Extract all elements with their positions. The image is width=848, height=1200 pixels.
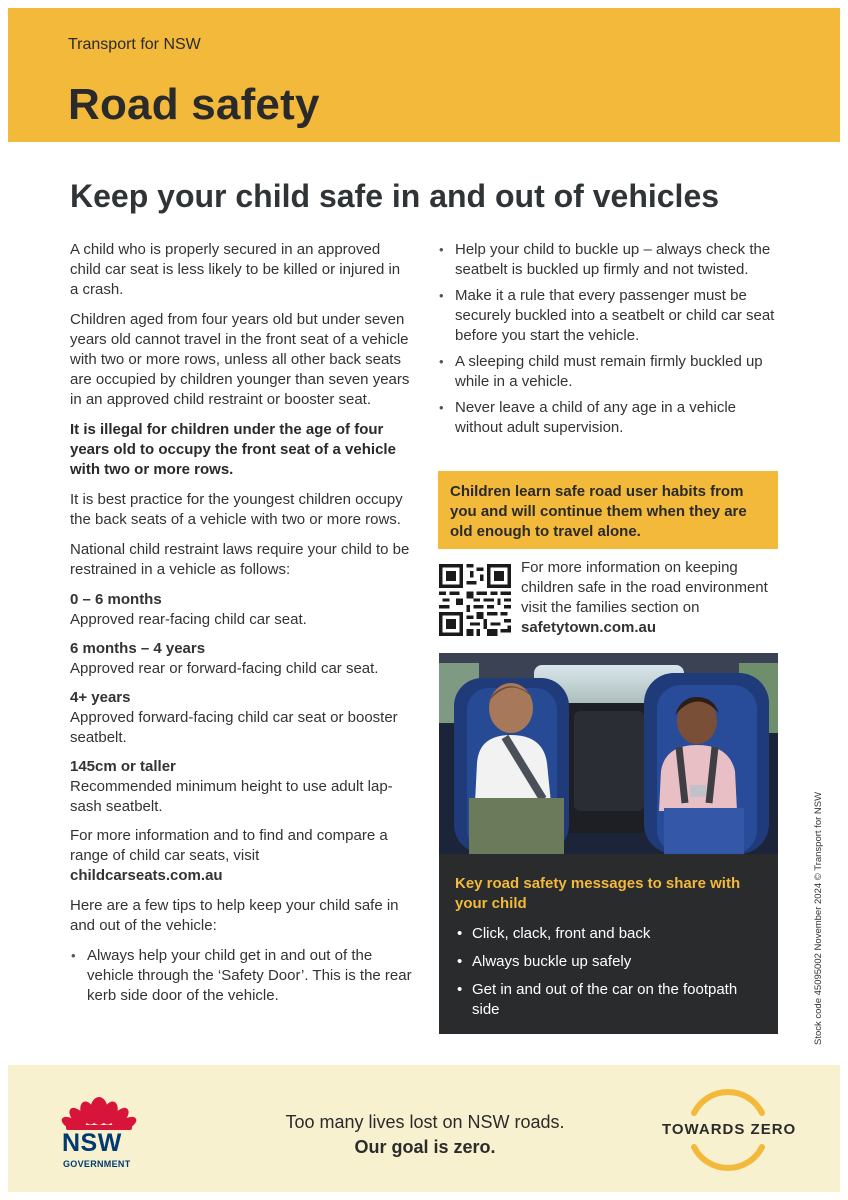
list-item: • Get in and out of the car on the footpath side bbox=[455, 980, 762, 1020]
front-seat-paragraph: Children aged from four years old but under seven years old cannot travel in the front seat of a vehicle with two or more rows, unless all other back seats are occupied by children younger than seven years in an approved child restraint or booster seat. bbox=[70, 311, 410, 408]
tagline-line-2: Our goal is zero. bbox=[354, 1137, 496, 1157]
more-info-text: For more information and to find and compare a range of child car seats, visit bbox=[70, 827, 388, 864]
law-age: 6 months – 4 years bbox=[70, 640, 206, 657]
law-rule: Recommended minimum height to use adult lap-sash seatbelt. bbox=[70, 778, 393, 815]
key-messages-list bbox=[455, 924, 762, 1020]
stock-code: Stock code 45095002 November 2024 © Transport for NSW bbox=[813, 791, 824, 1045]
footer-banner bbox=[8, 1065, 840, 1192]
safetytown-link[interactable]: safetytown.com.au bbox=[521, 619, 657, 636]
law-rule: Approved rear or forward-facing child car seat. bbox=[70, 660, 379, 677]
key-messages-title: Key road safety messages to share with your child bbox=[455, 875, 741, 912]
law-age: 145cm or taller bbox=[70, 758, 176, 775]
list-item: • A sleeping child must remain firmly buckled up while in a vehicle. bbox=[438, 352, 783, 392]
key-messages-box bbox=[439, 854, 778, 1034]
list-item: • Always buckle up safely bbox=[455, 952, 762, 972]
tips-intro-paragraph: Here are a few tips to help keep your child safe in and out of the vehicle: bbox=[70, 897, 399, 934]
law-age: 4+ years bbox=[70, 689, 131, 706]
left-column bbox=[70, 240, 412, 1014]
nsw-wordmark: NSW bbox=[62, 1129, 122, 1157]
towards-zero-text: TOWARDS ZERO bbox=[662, 1121, 797, 1138]
list-item: • Never leave a child of any age in a vehicle without adult supervision. bbox=[438, 398, 783, 438]
children-in-car-photo bbox=[439, 653, 778, 854]
header-banner bbox=[8, 8, 840, 142]
list-item: • Click, clack, front and back bbox=[455, 924, 762, 944]
law-item bbox=[70, 757, 412, 817]
intro-paragraph: A child who is properly secured in an approved child car seat is less likely to be killed or injured in a crash. bbox=[70, 241, 401, 298]
more-info-paragraph bbox=[70, 826, 412, 886]
qr-info-body: For more information on keeping children safe in the road environment visit the families section on bbox=[521, 559, 768, 616]
best-practice-paragraph: It is best practice for the youngest children occupy the back seats of a vehicle with two or more rows. bbox=[70, 491, 403, 528]
org-name: Transport for NSW bbox=[68, 36, 201, 53]
laws-intro-paragraph: National child restraint laws require your child to be restrained in a vehicle as follows: bbox=[70, 541, 410, 578]
nsw-government-logo bbox=[60, 1087, 140, 1177]
law-rule: Approved forward-facing child car seat or booster seatbelt. bbox=[70, 709, 398, 746]
tips-list-right bbox=[438, 240, 783, 438]
government-wordmark: GOVERNMENT bbox=[63, 1159, 131, 1169]
law-age: 0 – 6 months bbox=[70, 591, 162, 608]
waratah-icon bbox=[60, 1087, 138, 1131]
page-title: Keep your child safe in and out of vehicles bbox=[70, 178, 720, 214]
childcarseats-link[interactable]: childcarseats.com.au bbox=[70, 867, 223, 884]
footer-tagline bbox=[260, 1110, 590, 1160]
tagline-line-1: Too many lives lost on NSW roads. bbox=[285, 1112, 565, 1132]
law-item bbox=[70, 688, 412, 748]
list-item: • Make it a rule that every passenger must be securely buckled into a seatbelt or child car seat before you start the vehicle. bbox=[438, 286, 783, 346]
list-item: • Always help your child get in and out of the vehicle through the ‘Safety Door’. This is the rear kerb side door of the vehicle. bbox=[70, 946, 412, 1006]
habits-callout: Children learn safe road user habits from you and will continue them when they are old enough to travel alone. bbox=[438, 471, 778, 549]
towards-zero-logo bbox=[658, 1087, 798, 1172]
right-column bbox=[438, 240, 783, 444]
tips-list-left bbox=[70, 946, 412, 1006]
list-item: • Help your child to buckle up – always check the seatbelt is buckled up firmly and not twisted. bbox=[438, 240, 783, 280]
banner-title: Road safety bbox=[68, 80, 320, 129]
law-item bbox=[70, 639, 412, 679]
law-rule: Approved rear-facing child car seat. bbox=[70, 611, 307, 628]
law-item bbox=[70, 590, 412, 630]
illegal-paragraph: It is illegal for children under the age of four years old to occupy the front seat of a vehicle with two or more rows. bbox=[70, 421, 396, 478]
qr-code-icon[interactable] bbox=[439, 564, 511, 636]
qr-info-text bbox=[521, 558, 781, 638]
